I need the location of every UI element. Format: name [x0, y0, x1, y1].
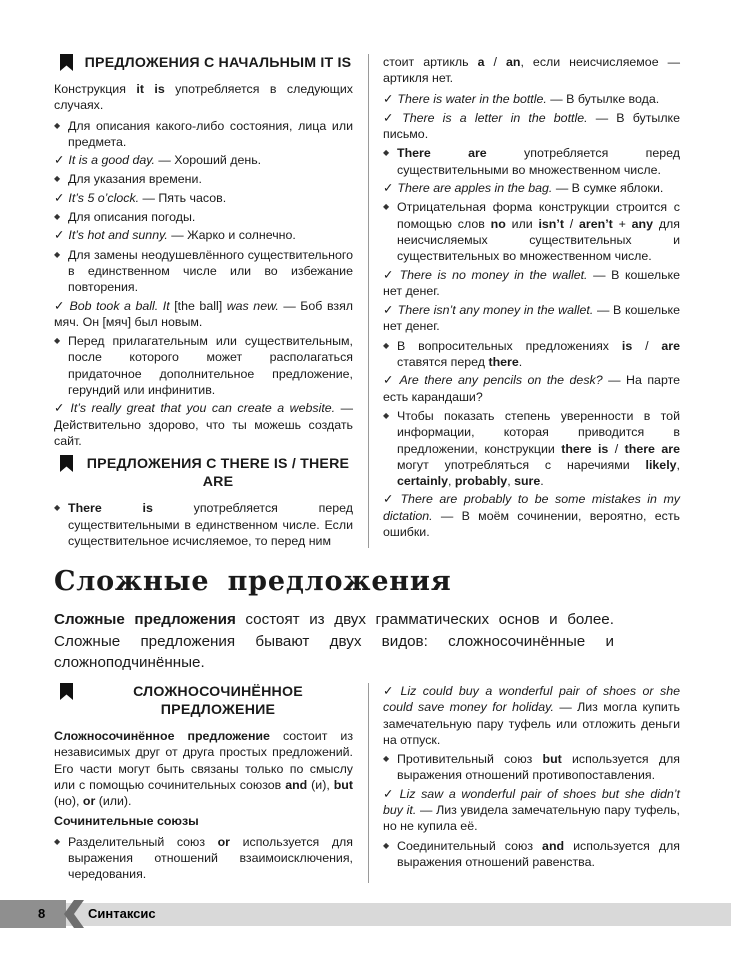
check-icon: ✓: [54, 153, 65, 168]
bold-term: probably: [454, 474, 508, 489]
text-run: /: [563, 216, 580, 231]
english-example: It’s 5 o’clock.: [68, 190, 140, 205]
check-icon: ✓: [383, 267, 396, 282]
list-item: [54, 171, 353, 187]
text-run: Сочинительные союзы: [54, 814, 199, 829]
column-left-top: [54, 54, 353, 551]
text-run: Для описания погоды.: [68, 210, 196, 225]
text-run: — В бутылке письмо.: [383, 110, 681, 142]
example-sentence: [54, 227, 353, 243]
bold-term: there: [488, 355, 519, 370]
list-item: [383, 408, 680, 489]
text-run: используется для выражения отношений взаимоисключения, чередования.: [68, 834, 353, 882]
section-heading-there-is: ПРЕДЛОЖЕНИЯ С THERE IS / THERE ARE: [54, 455, 353, 491]
list-item: [54, 834, 353, 883]
check-icon: ✓: [383, 684, 397, 698]
bold-term: There are: [397, 146, 487, 161]
page-footer: [0, 900, 731, 928]
text-run: В вопросительных предложениях: [397, 338, 622, 353]
english-example: There are probably to be some mistakes in my dictation.: [383, 492, 680, 523]
list-item: [383, 751, 680, 784]
bold-term: or: [217, 834, 231, 849]
bold-term: are: [661, 338, 680, 353]
text-run: Для замены неодушевлённого существительного в единственном числе или во избежание повторения.: [68, 247, 353, 295]
text-run: Для описания какого-либо состояния, лица или предмета.: [68, 118, 353, 149]
example-sentence: [54, 190, 353, 206]
text-run: — В сумке яблоки.: [552, 181, 664, 196]
column-right-top: [383, 54, 680, 543]
text-run: ,: [507, 474, 515, 489]
check-icon: ✓: [383, 91, 394, 106]
bold-term: Сложносочинённое предложение: [54, 729, 270, 743]
text-run: — На парте есть карандаши?: [383, 373, 680, 404]
text-run: .: [540, 474, 544, 489]
bold-term: and: [285, 777, 308, 792]
bookmark-icon: [60, 455, 73, 472]
check-icon: ✓: [383, 181, 394, 196]
example-sentence: [383, 372, 680, 405]
bold-term: it is: [136, 82, 165, 96]
text-run: , если неисчисляемое — артикля нет.: [383, 55, 680, 86]
list-item: [383, 338, 680, 371]
bookmark-icon: [60, 683, 73, 700]
list-item: [54, 500, 353, 549]
text-run: употребляется перед существительными во множественном числе.: [397, 146, 680, 177]
english-example: Liz could buy a wonderful pair of shoes or she could save money for holiday.: [383, 684, 680, 715]
bold-term: or: [82, 794, 96, 809]
subheading: [54, 813, 353, 829]
text-run: ,: [676, 457, 680, 472]
bold-term: there is: [561, 441, 609, 456]
check-icon: ✓: [54, 190, 65, 205]
text-run: — Лиз увидела замечательную пару туфель, но не купила её.: [383, 803, 680, 834]
example-sentence: [383, 302, 680, 335]
bold-term: sure: [514, 474, 541, 489]
bold-term: aren’t: [579, 216, 613, 231]
item-list: [54, 500, 353, 549]
item-list: [54, 118, 353, 450]
column-left-bottom: [54, 683, 353, 885]
list-item: [54, 118, 353, 151]
text-run: (и),: [307, 777, 334, 792]
english-example: There isn’t any money in the wallet.: [397, 303, 594, 318]
text-run: (но),: [54, 794, 83, 809]
text-run: /: [632, 338, 662, 353]
bookmark-icon: [60, 54, 73, 71]
bold-term: but: [333, 777, 353, 792]
bold-term: an: [506, 55, 521, 69]
example-sentence: [54, 298, 353, 331]
example-sentence: [383, 110, 680, 143]
english-example: There is a letter in the bottle.: [402, 110, 588, 125]
text-run: /: [484, 55, 506, 69]
text-run: — Пять часов.: [139, 190, 227, 205]
text-run: Разделительный союз: [68, 834, 218, 849]
bold-term: likely: [645, 457, 677, 472]
text-run: — В моём сочинении, вероятно, есть ошибки.: [383, 508, 680, 540]
example-sentence: [54, 400, 353, 449]
section-heading-compound: СЛОЖНОСОЧИНЁННОЕ ПРЕДЛОЖЕНИЕ: [54, 683, 353, 719]
bold-term: there are: [624, 441, 680, 456]
example-sentence: [383, 180, 680, 196]
text-run: Чтобы показать степень уверенности в той информации, которая приводится в предложении, конструкции: [397, 408, 680, 456]
check-icon: ✓: [383, 303, 394, 318]
english-example: Are there any pencils on the desk?: [399, 373, 603, 388]
text-run: стоит артикль: [383, 55, 478, 69]
bold-term: no: [490, 216, 506, 231]
item-list: [383, 683, 680, 870]
bold-term: isn’t: [538, 216, 564, 231]
text-run: — Лиз могла купить замечательную пару туфель или отложить деньги на отпуск.: [383, 700, 680, 747]
english-example: Liz saw a wonderful pair of shoes but she didn’t buy it.: [383, 786, 680, 818]
text-run: используется для выражения отношений равенства.: [397, 838, 680, 869]
example-sentence: [383, 267, 680, 300]
list-item: [383, 145, 680, 178]
bold-term: and: [542, 838, 565, 853]
english-example: There is water in the bottle.: [397, 91, 547, 106]
list-item: [383, 199, 680, 264]
english-example: There is no money in the wallet.: [399, 267, 588, 282]
chapter-title: Сложные предложения: [54, 566, 452, 597]
list-item: [383, 838, 680, 871]
text-run: состоит из независимых друг от друга простых предложений. Его части могут быть связаны только по смыслу или с помощью сочинительных союзов: [54, 729, 353, 792]
english-example: It is a good day.: [68, 153, 155, 168]
text-run: состоят из двух грамматических основ и более. Сложные предложения бывают двух видов: сложносочинённые и сложноподчинённые.: [54, 611, 614, 671]
text-run: или: [505, 216, 539, 231]
item-list: [383, 54, 680, 540]
page-number-box: [0, 900, 66, 928]
section-heading-it-is: ПРЕДЛОЖЕНИЯ С НАЧАЛЬНЫМ IT IS: [54, 54, 353, 72]
bold-term: is: [621, 338, 633, 353]
text-run: — В кошельке нет денег.: [383, 267, 680, 298]
text-run: Отрицательная форма конструкции строится с помощью слов: [397, 200, 680, 231]
paragraph: [54, 728, 353, 809]
example-sentence: [383, 491, 680, 540]
footer-section-label: Синтаксис: [88, 906, 156, 921]
paragraph: [383, 54, 680, 87]
example-sentence: [383, 786, 680, 835]
bold-term: a: [477, 55, 485, 69]
chevron-left-icon: [62, 900, 84, 928]
text-run: (или).: [95, 794, 132, 809]
check-icon: ✓: [383, 786, 396, 801]
list-item: [54, 333, 353, 398]
english-example: Bob took a ball. It: [69, 298, 170, 313]
list-item: [54, 247, 353, 296]
column-divider: [368, 54, 369, 548]
text-run: ,: [447, 474, 455, 489]
item-list: [54, 728, 353, 883]
text-run: Конструкция: [54, 82, 137, 96]
text-run: — В бутылке вода.: [546, 91, 660, 106]
bold-term: There is: [68, 501, 153, 516]
text-run: употребляется в следующих случаях.: [54, 82, 353, 113]
check-icon: ✓: [383, 492, 397, 507]
text-run: употребляется перед существительными в единственном числе. Если существительное исчисляемое, то перед ним: [68, 501, 353, 548]
english-example: was new.: [226, 298, 279, 313]
text-run: — Жарко и солнечно.: [167, 228, 296, 243]
text-run: Перед прилагательным или существительным, после которого может располагаться придаточное дополнительное предложение, герундий или инфинитив.: [68, 334, 353, 398]
chapter-intro: [54, 609, 614, 674]
text-run: ставятся перед: [397, 355, 489, 370]
list-item: [54, 209, 353, 225]
text-run: .: [518, 355, 523, 370]
section-intro: [54, 81, 353, 114]
check-icon: ✓: [54, 401, 67, 416]
english-example: It’s really great that you can create a website.: [70, 401, 336, 416]
text-run: — Действительно здорово, что ты можешь создать сайт.: [54, 401, 353, 448]
text-run: — Хороший день.: [154, 153, 262, 168]
example-sentence: [383, 683, 680, 748]
text-run: Противительный союз: [397, 752, 543, 767]
text-run: [the ball]: [169, 298, 227, 313]
bold-term: certainly: [397, 474, 448, 489]
page-number: 8: [38, 906, 46, 921]
text-run: для неисчисляемых существительных и существительных во множественном числе.: [397, 216, 680, 264]
text-run: используется для выражения отношений противопоставления.: [397, 752, 680, 783]
text-run: — Боб взял мяч. Он [мяч] был новым.: [54, 298, 354, 329]
text-run: Для указания времени.: [68, 172, 202, 187]
check-icon: ✓: [54, 228, 65, 243]
check-icon: ✓: [54, 298, 66, 313]
column-right-bottom: [383, 683, 680, 872]
bold-term: but: [542, 752, 562, 767]
text-run: /: [608, 441, 625, 456]
example-sentence: [383, 91, 680, 107]
bold-term: Сложные предложения: [54, 611, 236, 628]
bold-term: any: [631, 216, 654, 231]
check-icon: ✓: [383, 110, 399, 125]
column-divider: [368, 683, 369, 883]
english-example: There are apples in the bag.: [397, 181, 553, 196]
text-run: могут употребляться с наречиями: [397, 457, 646, 472]
english-example: It’s hot and sunny.: [68, 228, 168, 243]
text-run: — В кошельке нет денег.: [383, 303, 680, 334]
text-run: +: [612, 216, 632, 231]
check-icon: ✓: [383, 373, 396, 388]
example-sentence: [54, 152, 353, 168]
text-run: Соединительный союз: [397, 838, 543, 853]
